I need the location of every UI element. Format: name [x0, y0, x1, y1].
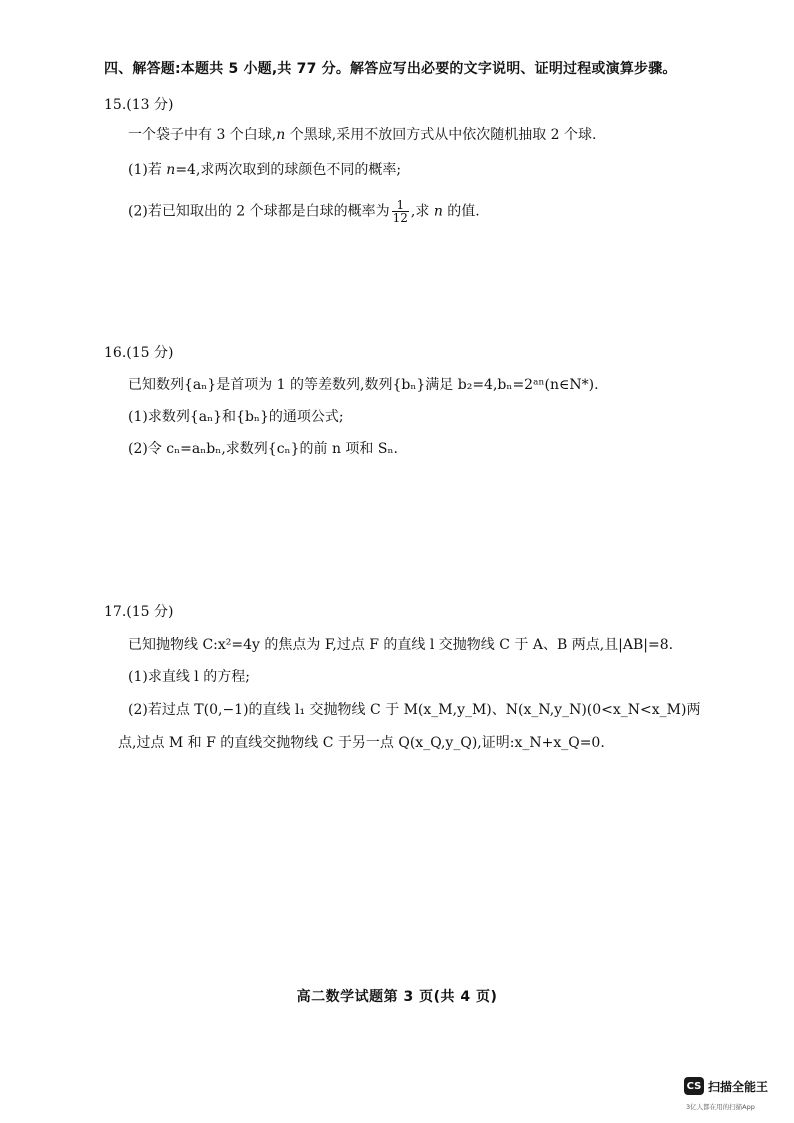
scanner-app-name: 扫描全能王 [708, 1079, 769, 1094]
question-17-stem: 已知抛物线 C:x²=4y 的焦点为 F,过点 F 的直线 l 交抛物线 C 于 A、B 两点,且|AB|=8. [128, 637, 674, 653]
question-16-part-2: (2)令 cₙ=aₙbₙ,求数列{cₙ}的前 n 项和 Sₙ. [128, 441, 398, 457]
section-title: 四、解答题:本题共 5 小题,共 77 分。解答应写出必要的文字说明、证明过程或演算步骤。 [104, 61, 677, 77]
question-15-stem: 一个袋子中有 3 个白球,n 个黑球,采用不放回方式从中依次随机抽取 2 个球. [128, 127, 597, 143]
question-15-part-1: (1)若 n=4,求两次取到的球颜色不同的概率; [128, 162, 402, 178]
camscanner-logo-icon: CS [684, 1077, 704, 1095]
question-17-header: 17.(15 分) [104, 604, 174, 620]
question-16-header: 16.(15 分) [104, 345, 174, 361]
question-17-part-2-line-1: (2)若过点 T(0,−1)的直线 l₁ 交抛物线 C 于 M(x_M,y_M)、N(x_N,y_N)(0<x_N<x_M)两 [128, 702, 701, 718]
question-15-header: 15.(13 分) [104, 97, 174, 113]
page-footer: 高二数学试题第 3 页(共 4 页) [296, 989, 498, 1005]
scanner-tagline: 3亿人都在用的扫描App [686, 1103, 755, 1111]
fraction-1-over-12: $\frac{1}{12}$ [392, 198, 408, 225]
question-17-part-2-line-2: 点,过点 M 和 F 的直线交抛物线 C 于另一点 Q(x_Q,y_Q),证明:x_N+x_Q=0. [118, 735, 605, 751]
question-17-part-1: (1)求直线 l 的方程; [128, 669, 250, 685]
question-15-part-2: (2)若已知取出的 2 个球都是白球的概率为 $\frac{1}{12}$ ,求 n 的值. [128, 198, 480, 225]
question-16-part-1: (1)求数列{aₙ}和{bₙ}的通项公式; [128, 409, 344, 425]
scanner-watermark [684, 1075, 768, 1097]
question-16-stem: 已知数列{aₙ}是首项为 1 的等差数列,数列{bₙ}满足 b₂=4,bₙ=2ᵃⁿ(n∈N*). [128, 377, 599, 393]
